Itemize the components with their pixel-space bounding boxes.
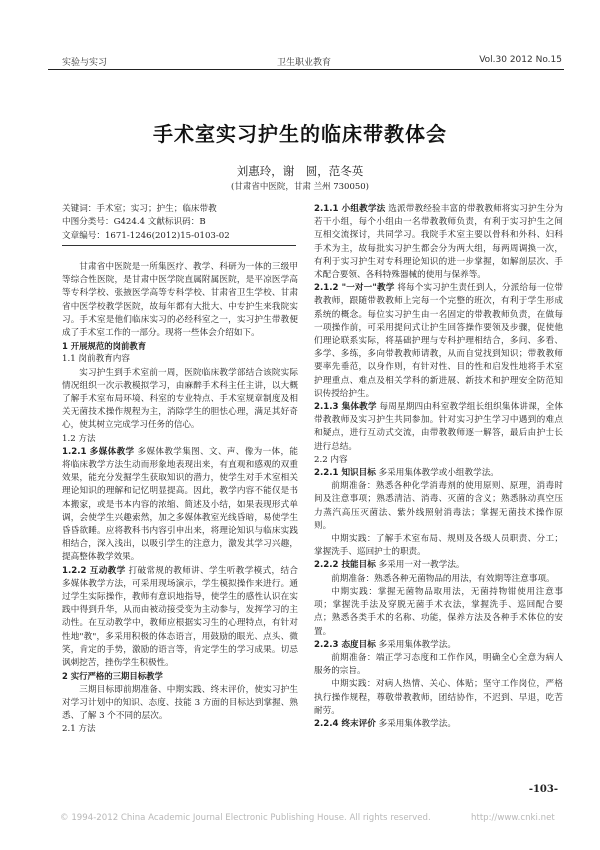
- inline-heading: 2.1.2 "一对一"教学: [314, 283, 395, 294]
- paragraph: 前期准备：熟悉各种无菌物品的用法，有效期等注意事项。: [331, 573, 555, 584]
- header-journal: 卫生职业教育: [277, 58, 332, 68]
- inline-heading: 1.2.2 互动教学: [62, 565, 126, 576]
- footer-url[interactable]: http://www.cnki.net: [471, 813, 555, 823]
- paragraph: [314, 282, 563, 401]
- paragraph-text: 多采用一对一教学法。: [378, 560, 465, 571]
- paragraph: [314, 203, 563, 282]
- paragraph: [62, 446, 298, 565]
- paragraph: 中期实践：了解手术室布局、规则及各级人员职责、分工；掌握洗手、巡回护士的职责。: [314, 534, 563, 558]
- article-affiliation: (甘肃省中医院，甘肃 兰州 730050): [231, 182, 369, 192]
- paragraph: 前期准备：端正学习态度和工作作风，明确全心全意为病人服务的宗旨。: [314, 652, 563, 677]
- subsection-heading: 1.1 岗前教育内容: [62, 354, 130, 365]
- paragraph: [314, 639, 563, 652]
- right-column: [314, 203, 563, 731]
- metadata-rule: [62, 245, 296, 246]
- intro-paragraph: 甘肃省中医院是一所集医疗、教学、科研为一体的三级甲等综合性医院，是甘肃中医学院直属附属医院，是平凉医学高等专科学校、张掖医学高等专科学校、甘肃省卫生学校、甘肃省中医学校教学医院，故每年都有大批大、中专护生来我院实习。手术室是他们临床实习的必经科室之一，实习护生带教便成了手术室工作的一部分。现将一些体会介绍如下。: [62, 262, 298, 339]
- article-title: 手术室实习护生的临床带教体会: [153, 122, 447, 146]
- paragraph: 三期目标即前期准备、中期实践、终末评价，使实习护生对学习计划中的知识、态度、技能 3 方面的目标达到掌握、熟悉、了解 3 个不同的层次。: [62, 684, 298, 721]
- inline-heading: 2.2.4 终末评价: [314, 718, 376, 729]
- inline-heading: 2.2.1 知识目标: [314, 468, 376, 479]
- classification: 中图分类号：G424.4 文献标识码：B: [62, 217, 206, 228]
- paragraph-text: 将每个实习护生责任到人，分派给每一位带教教师，跟随带教教师上完每一个完整的班次，有利于学生形成系统的概念。每位实习护生由一名固定的带教教师负责，在做每一项操作前，可采用提问式让护生回答操作要领及步骤，促使他们理论联系实际，将基础护理与专科护理相结合，多问、多看、多学、多练，多向带教教师请教，从而自觉找到知识；带教教师要率先垂范，以身作则，有针对性、目的性和启发性地将手术室护理重点、难点及相关学科的新进展、新技术和护理安全防范知识传授给护生。: [314, 283, 563, 399]
- left-column: [62, 261, 298, 736]
- paragraph: [314, 559, 563, 572]
- header-section: 实验与实习: [62, 58, 108, 68]
- subsection-heading: 1.2 方法: [62, 433, 96, 444]
- paragraph-text: 多媒体教学集图、文、声、像为一体，能将临床教学方法生动而形象地表现出来，有直观和感观的双重效果，能充分发掘学生获取知识的潜力，使学生对手术室相关理论知识的理解和记忆明显提高。因此，教学内容不能仅是书本搬家，或是书本内容的浓缩、简述及小结，如果表现形式单调，会使学生兴趣索然，加之多媒体教室光线昏暗，易使学生昏昏欲睡。应将教科书内容引申出来，将理论知识与临床实践相结合，深入浅出，以吸引学生的注意力，激发其学习兴趣，提高整体教学效果。: [62, 446, 298, 563]
- paragraph-text: 选派带教经验丰富的带教教师将实习护生分为若干小组，每个小组由一名带教教师负责，有利于实习护生之间互相交流探讨，共同学习。我院手术室主要以骨科和外科、妇科手术为主，故每批实习护生都会分为两大组，每两周调换一次，有利于实习护生对专科理论知识的进一步掌握，如解剖层次、手术配合要领、各科特殊器械的使用与保养等。: [314, 204, 563, 281]
- paragraph: [314, 401, 563, 454]
- paragraph: [314, 467, 563, 480]
- paragraph: 实习护生到手术室前一周，医院临床教学部结合该院实际情况组织一次示教模拟学习，由麻醉手术科主任主讲，以大概了解手术室布局环境、科室的专业特点、手术室规章制度及相关无菌技术操作规程为主，消除学生的胆怯心理，满足其好奇心，使其树立完成学习任务的信心。: [62, 367, 298, 431]
- paragraph: [314, 718, 563, 731]
- header-rule: [48, 69, 564, 70]
- paragraph: 前期准备：熟悉各种化学消毒剂的使用原则、原理，消毒时间及注意事项；熟悉清洁、消毒、灭菌的含义；熟悉脉动真空压力蒸汽高压灭菌法、紫外线照射消毒法；掌握无菌技术操作原则。: [314, 481, 563, 531]
- inline-heading: 1.2.1 多媒体教学: [62, 446, 135, 457]
- paragraph: 中期实践：对病人热情、关心、体贴；坚守工作岗位，严格执行操作规程，尊敬带教教师，团结协作，不迟到、早退，吃苦耐劳。: [314, 679, 563, 716]
- paragraph-text: 打破常规的教师讲、学生听教学模式，结合多媒体教学方法，可采用现场演示，学生模拟操作来进行。通过学生实际操作，教师有意识地指导，使学生的感性认识在实践中得到升华，从而由被动接受变为主动参与，发挥学习的主动性。在互动教学中，教师应根据实习生的心理特点，有针对性地"教"，多采用积极的体态语言，用鼓励的眼光、点头、微笑，肯定的手势，激励的语言等，肯定学生的学习成果。切忌讽刺挖苦，挫伤学生积极性。: [62, 565, 298, 669]
- inline-heading: 2.2.3 态度目标: [314, 639, 376, 650]
- paragraph-text: 多采用集体教学或小组教学法。: [378, 468, 499, 479]
- header-volume: Vol.30 2012 No.15: [479, 55, 562, 65]
- inline-heading: 2.2.2 技能目标: [314, 560, 376, 571]
- keywords: 关键词：手术室；实习；护生；临床带教: [62, 204, 217, 214]
- footer: [60, 813, 560, 823]
- section-heading: 2 实行严格的三期目标教学: [62, 671, 163, 682]
- subsection-heading: 2.1 方法: [62, 724, 96, 735]
- running-header: [0, 55, 600, 69]
- inline-heading: 2.1.1 小组教学法: [314, 204, 386, 214]
- paragraph-text: 每周星期四由科室教学组长组织集体讲课，全体带教教师及实习护生共同参加。针对实习护生学习中遇到的难点和疑点，进行互动式交流，由带教教师逐一解答，最后由护士长进行总结。: [314, 402, 563, 452]
- article-authors: 刘惠玲，谢 圆，范冬英: [236, 164, 364, 178]
- paragraph: 中期实践：掌握无菌物品取用法，无菌持物钳使用注意事项；掌握洗手法及穿脱无菌手术衣法，掌握洗手、巡回配合要点；熟悉各类手术的名称、功能，保养方法及各种手术体位的安置。: [314, 586, 563, 637]
- paragraph: [62, 565, 298, 671]
- article-metadata: [62, 203, 296, 243]
- paragraph-text: 多采用集体教学法。: [378, 718, 456, 729]
- section-heading: 1 开展规范的岗前教育: [62, 341, 147, 352]
- article-number: 文章编号：1671-1246(2012)15-0103-02: [62, 230, 230, 241]
- inline-heading: 2.1.3 集体教学: [314, 402, 377, 413]
- page-number: -103-: [528, 784, 558, 795]
- subsection-heading: 2.2 内容: [314, 454, 348, 465]
- paragraph-text: 多采用集体教学法。: [378, 639, 456, 650]
- footer-copyright: © 1994-2012 China Academic Journal Electronic Publishing House. All rights reserved.: [60, 813, 431, 823]
